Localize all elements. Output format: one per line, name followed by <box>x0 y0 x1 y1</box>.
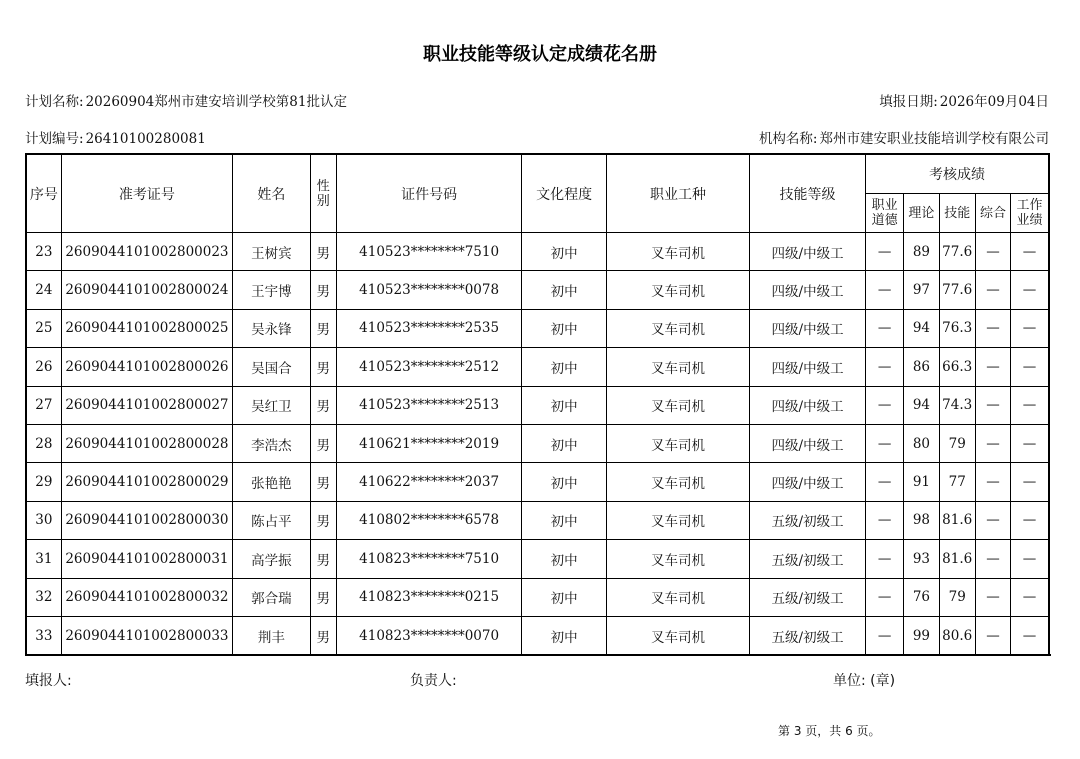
cell-overall: — <box>975 578 1010 616</box>
cell-id-no: 410523********2512 <box>336 348 521 386</box>
cell-exam-no: 2609044101002800028 <box>61 424 232 462</box>
cell-name: 吴国合 <box>233 348 311 386</box>
cell-work-record: — <box>1011 233 1049 271</box>
cell-id-no: 410523********7510 <box>336 233 521 271</box>
cell-occupation: 叉车司机 <box>606 463 749 501</box>
plan-name <box>25 90 347 110</box>
page-title: 职业技能等级认定成绩花名册 <box>423 44 657 65</box>
cell-gender: 男 <box>310 386 336 424</box>
header-education: 文化程度 <box>522 154 607 233</box>
cell-seq: 33 <box>26 616 61 655</box>
cell-name: 王树宾 <box>233 233 311 271</box>
cell-work-record: — <box>1011 463 1049 501</box>
cell-skill: 76.3 <box>939 309 975 347</box>
cell-id-no: 410622********2037 <box>336 463 521 501</box>
cell-overall: — <box>975 233 1010 271</box>
cell-skill: 74.3 <box>939 386 975 424</box>
cell-level: 四级/中级工 <box>750 233 866 271</box>
cell-occupation: 叉车司机 <box>606 233 749 271</box>
cell-gender: 男 <box>310 501 336 539</box>
cell-level: 五级/初级工 <box>750 578 866 616</box>
cell-theory: 86 <box>904 348 939 386</box>
fill-date-value: 2026年09月04日 <box>939 94 1049 110</box>
cell-work-record: — <box>1011 424 1049 462</box>
cell-theory: 89 <box>904 233 939 271</box>
org-name <box>759 127 1049 147</box>
cell-level: 四级/中级工 <box>750 463 866 501</box>
cell-gender: 男 <box>310 348 336 386</box>
cell-work-record: — <box>1011 309 1049 347</box>
cell-ethics: — <box>866 309 904 347</box>
cell-level: 四级/中级工 <box>750 386 866 424</box>
cell-exam-no: 2609044101002800023 <box>61 233 232 271</box>
cell-occupation: 叉车司机 <box>606 540 749 578</box>
cell-ethics: — <box>866 463 904 501</box>
org-name-label: 机构名称: <box>758 131 818 147</box>
grade-table <box>25 153 1050 656</box>
cell-theory: 93 <box>904 540 939 578</box>
cell-theory: 94 <box>904 386 939 424</box>
cell-education: 初中 <box>522 271 607 309</box>
cell-seq: 32 <box>26 578 61 616</box>
header-id-no: 证件号码 <box>336 154 521 233</box>
cell-skill: 80.6 <box>939 616 975 655</box>
cell-ethics: — <box>866 424 904 462</box>
cell-name: 陈占平 <box>233 501 311 539</box>
cell-occupation: 叉车司机 <box>606 386 749 424</box>
header-name: 姓名 <box>233 154 311 233</box>
filler-label: 填报人: <box>25 673 72 689</box>
cell-id-no: 410523********2513 <box>336 386 521 424</box>
cell-name: 郭合瑞 <box>233 578 311 616</box>
cell-level: 五级/初级工 <box>750 540 866 578</box>
cell-education: 初中 <box>522 424 607 462</box>
cell-name: 张艳艳 <box>233 463 311 501</box>
header-occupation: 职业工种 <box>606 154 749 233</box>
table-row <box>26 309 1049 347</box>
cell-work-record: — <box>1011 271 1049 309</box>
plan-name-value: 20260904郑州市建安培训学校第81批认定 <box>85 94 347 110</box>
cell-education: 初中 <box>522 233 607 271</box>
page-number: 第 3 页，共 6 页。 <box>778 724 881 738</box>
cell-education: 初中 <box>522 540 607 578</box>
table-row <box>26 271 1049 309</box>
cell-gender: 男 <box>310 463 336 501</box>
cell-occupation: 叉车司机 <box>606 616 749 655</box>
cell-skill: 77.6 <box>939 271 975 309</box>
cell-seq: 29 <box>26 463 61 501</box>
cell-seq: 23 <box>26 233 61 271</box>
cell-ethics: — <box>866 233 904 271</box>
header-theory: 理论 <box>904 194 939 233</box>
cell-occupation: 叉车司机 <box>606 309 749 347</box>
table-row <box>26 540 1049 578</box>
header-scores: 考核成绩 <box>866 154 1050 194</box>
cell-name: 李浩杰 <box>233 424 311 462</box>
cell-work-record: — <box>1011 540 1049 578</box>
plan-number <box>25 127 206 147</box>
cell-level: 四级/中级工 <box>750 309 866 347</box>
cell-exam-no: 2609044101002800026 <box>61 348 232 386</box>
cell-name: 吴红卫 <box>233 386 311 424</box>
cell-id-no: 410523********2535 <box>336 309 521 347</box>
cell-seq: 26 <box>26 348 61 386</box>
fill-date <box>879 90 1049 110</box>
cell-exam-no: 2609044101002800033 <box>61 616 232 655</box>
cell-ethics: — <box>866 348 904 386</box>
cell-occupation: 叉车司机 <box>606 271 749 309</box>
cell-education: 初中 <box>522 501 607 539</box>
cell-seq: 27 <box>26 386 61 424</box>
cell-seq: 30 <box>26 501 61 539</box>
cell-occupation: 叉车司机 <box>606 578 749 616</box>
header-ethics: 职业道德 <box>866 194 904 233</box>
cell-seq: 24 <box>26 271 61 309</box>
cell-ethics: — <box>866 578 904 616</box>
cell-overall: — <box>975 271 1010 309</box>
cell-gender: 男 <box>310 616 336 655</box>
cell-education: 初中 <box>522 386 607 424</box>
cell-education: 初中 <box>522 578 607 616</box>
cell-work-record: — <box>1011 348 1049 386</box>
cell-gender: 男 <box>310 271 336 309</box>
cell-level: 四级/中级工 <box>750 424 866 462</box>
cell-id-no: 410823********7510 <box>336 540 521 578</box>
table-row <box>26 424 1049 462</box>
header-level: 技能等级 <box>750 154 866 233</box>
cell-theory: 97 <box>904 271 939 309</box>
plan-number-label: 计划编号: <box>25 131 84 147</box>
cell-id-no: 410823********0215 <box>336 578 521 616</box>
header-seq: 序号 <box>26 154 61 233</box>
header-work-record: 工作业绩 <box>1011 194 1049 233</box>
cell-name: 吴永锋 <box>233 309 311 347</box>
cell-exam-no: 2609044101002800027 <box>61 386 232 424</box>
cell-skill: 77.6 <box>939 233 975 271</box>
cell-exam-no: 2609044101002800025 <box>61 309 232 347</box>
table-row <box>26 463 1049 501</box>
cell-overall: — <box>975 540 1010 578</box>
cell-occupation: 叉车司机 <box>606 424 749 462</box>
cell-name: 荆丰 <box>233 616 311 655</box>
table-row <box>26 233 1049 271</box>
cell-ethics: — <box>866 501 904 539</box>
cell-overall: — <box>975 386 1010 424</box>
cell-exam-no: 2609044101002800024 <box>61 271 232 309</box>
cell-level: 四级/中级工 <box>750 271 866 309</box>
cell-ethics: — <box>866 271 904 309</box>
cell-work-record: — <box>1011 578 1049 616</box>
cell-work-record: — <box>1011 616 1049 655</box>
table-row <box>26 578 1049 616</box>
cell-theory: 98 <box>904 501 939 539</box>
fill-date-label: 填报日期: <box>879 94 938 110</box>
table-row <box>26 348 1049 386</box>
cell-id-no: 410621********2019 <box>336 424 521 462</box>
cell-theory: 91 <box>904 463 939 501</box>
cell-gender: 男 <box>310 233 336 271</box>
cell-id-no: 410523********0078 <box>336 271 521 309</box>
cell-name: 高学振 <box>233 540 311 578</box>
cell-exam-no: 2609044101002800029 <box>61 463 232 501</box>
cell-overall: — <box>975 348 1010 386</box>
cell-overall: — <box>975 463 1010 501</box>
cell-gender: 男 <box>310 540 336 578</box>
cell-skill: 81.6 <box>939 540 975 578</box>
cell-skill: 79 <box>939 424 975 462</box>
cell-level: 五级/初级工 <box>750 501 866 539</box>
cell-skill: 81.6 <box>939 501 975 539</box>
cell-gender: 男 <box>310 424 336 462</box>
header-exam-no: 准考证号 <box>61 154 232 233</box>
header-skill: 技能 <box>939 194 975 233</box>
cell-level: 四级/中级工 <box>750 348 866 386</box>
cell-skill: 79 <box>939 578 975 616</box>
plan-number-value: 26410100280081 <box>85 131 206 147</box>
cell-ethics: — <box>866 540 904 578</box>
table-row <box>26 501 1049 539</box>
unit-seal-label: 单位: (章) <box>833 673 896 689</box>
cell-overall: — <box>975 616 1010 655</box>
cell-exam-no: 2609044101002800031 <box>61 540 232 578</box>
cell-work-record: — <box>1011 386 1049 424</box>
cell-id-no: 410802********6578 <box>336 501 521 539</box>
cell-overall: — <box>975 424 1010 462</box>
grade-rows <box>26 233 1049 656</box>
cell-education: 初中 <box>522 348 607 386</box>
cell-level: 五级/初级工 <box>750 616 866 655</box>
cell-ethics: — <box>866 616 904 655</box>
cell-theory: 99 <box>904 616 939 655</box>
cell-skill: 77 <box>939 463 975 501</box>
cell-seq: 25 <box>26 309 61 347</box>
cell-occupation: 叉车司机 <box>606 348 749 386</box>
cell-theory: 80 <box>904 424 939 462</box>
cell-work-record: — <box>1011 501 1049 539</box>
cell-gender: 男 <box>310 578 336 616</box>
bottom-rule <box>25 654 1051 656</box>
org-name-value: 郑州市建安职业技能培训学校有限公司 <box>819 131 1049 147</box>
table-row <box>26 616 1049 655</box>
responsible-label: 负责人: <box>410 673 457 689</box>
cell-overall: — <box>975 309 1010 347</box>
cell-education: 初中 <box>522 463 607 501</box>
header-overall: 综合 <box>975 194 1010 233</box>
cell-name: 王宇博 <box>233 271 311 309</box>
cell-skill: 66.3 <box>939 348 975 386</box>
cell-education: 初中 <box>522 616 607 655</box>
header-gender: 性别 <box>310 154 336 233</box>
cell-seq: 28 <box>26 424 61 462</box>
cell-gender: 男 <box>310 309 336 347</box>
cell-exam-no: 2609044101002800030 <box>61 501 232 539</box>
cell-seq: 31 <box>26 540 61 578</box>
cell-education: 初中 <box>522 309 607 347</box>
plan-name-label: 计划名称: <box>25 94 84 110</box>
cell-theory: 94 <box>904 309 939 347</box>
cell-theory: 76 <box>904 578 939 616</box>
cell-occupation: 叉车司机 <box>606 501 749 539</box>
table-row <box>26 386 1049 424</box>
cell-ethics: — <box>866 386 904 424</box>
cell-id-no: 410823********0070 <box>336 616 521 655</box>
cell-exam-no: 2609044101002800032 <box>61 578 232 616</box>
cell-overall: — <box>975 501 1010 539</box>
